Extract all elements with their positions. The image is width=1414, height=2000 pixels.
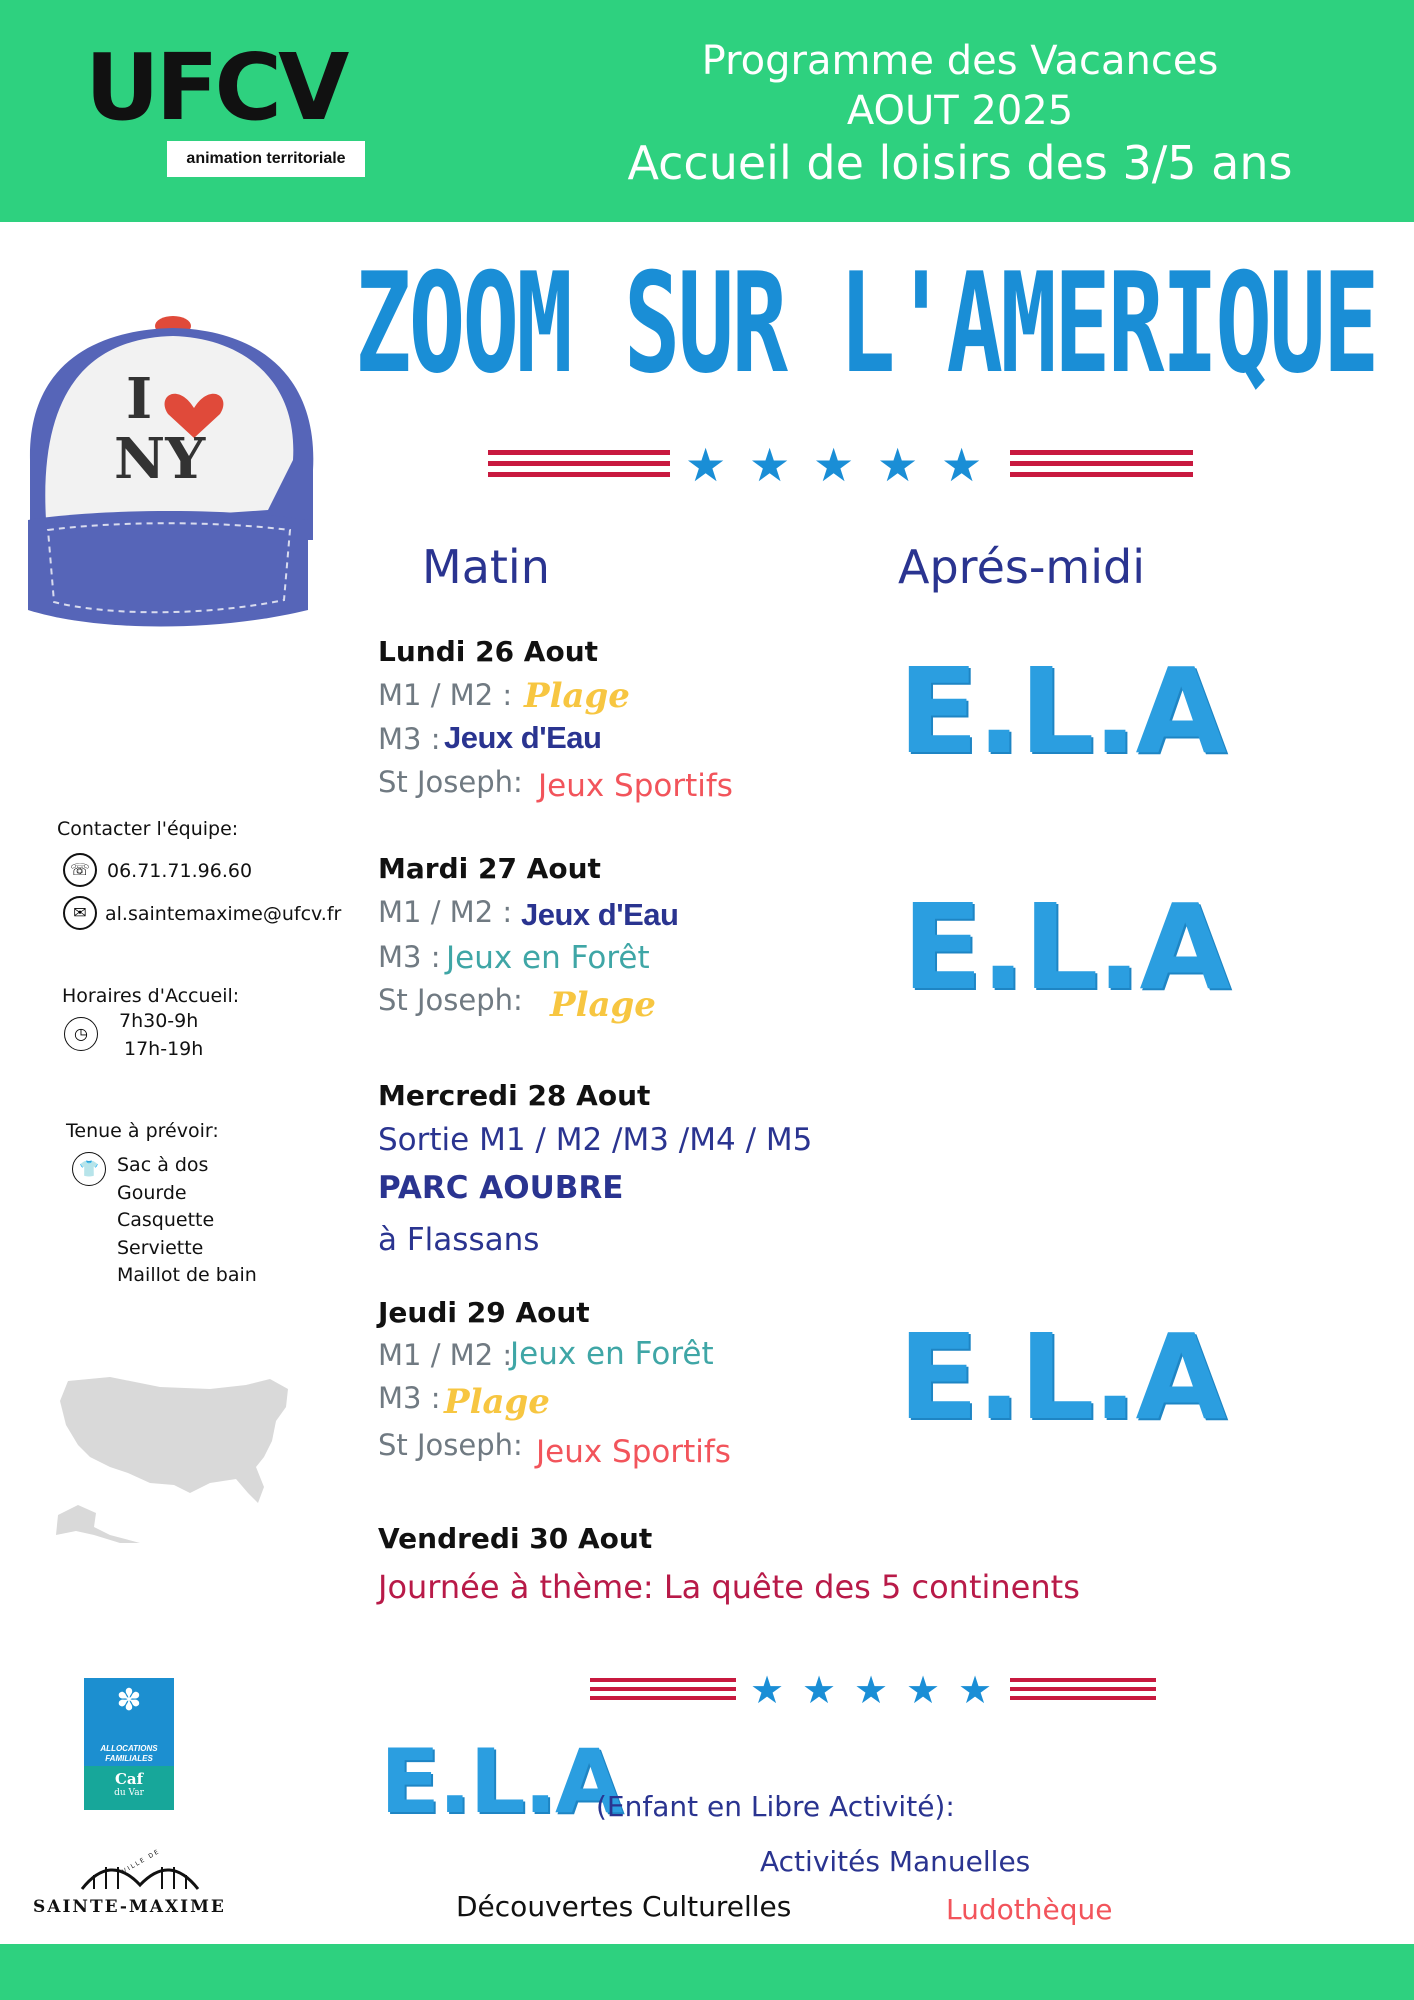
group-label: St Joseph:: [378, 983, 523, 1017]
caf-text: ALLOCATIONS FAMILIALES: [100, 1744, 158, 1763]
activity-plage: Plage: [444, 1382, 550, 1422]
outing-town: à Flassans: [378, 1222, 540, 1258]
ela-definition: (Enfant en Libre Activité):: [596, 1790, 955, 1823]
stripes-left-bottom: [590, 1678, 736, 1705]
ufcv-logo: UFCV: [85, 34, 346, 141]
group-label: M3 :: [378, 940, 441, 974]
outfit-item: Maillot de bain: [117, 1264, 257, 1286]
program-audience: Accueil de loisirs des 3/5 ans: [627, 136, 1293, 190]
star-icon: ★: [958, 1670, 993, 1712]
hours-title: Horaires d'Accueil:: [62, 985, 240, 1007]
star-icon: ★: [802, 1670, 837, 1712]
outfit-item: Casquette: [117, 1209, 215, 1231]
ela-activity-culturelles: Découvertes Culturelles: [456, 1890, 792, 1923]
activity-plage: Plage: [550, 985, 656, 1025]
group-label: M1 / M2 :: [378, 1338, 513, 1372]
day-wednesday: Mercredi 28 Aout: [378, 1079, 651, 1112]
morning-heading: Matin: [422, 540, 550, 594]
group-label: M1 / M2 :: [378, 895, 513, 929]
afternoon-heading: Aprés-midi: [898, 540, 1146, 594]
caf-logo: [84, 1678, 174, 1810]
stripes-left: [488, 450, 670, 483]
activity-jeux-foret: Jeux en Forêt: [446, 940, 650, 976]
usa-map-illustration: [50, 1375, 310, 1545]
stars-row-top: [685, 439, 1005, 492]
star-icon: ★: [750, 1670, 785, 1712]
caf-var: Caf du Var: [84, 1766, 174, 1810]
outfit-item: Gourde: [117, 1181, 187, 1204]
theme-day: Journée à thème: La quête des 5 continents: [378, 1568, 1080, 1606]
hours-evening: 17h-19h: [124, 1038, 204, 1060]
star-icon: ★: [941, 439, 983, 491]
clock-icon: ◷: [64, 1017, 98, 1051]
hours-morning: 7h30-9h: [119, 1010, 199, 1032]
contact-phone: 06.71.71.96.60: [107, 860, 253, 882]
ela-activity-manuelles: Activités Manuelles: [760, 1845, 1031, 1878]
day-monday: Lundi 26 Aout: [378, 635, 599, 668]
day-friday: Vendredi 30 Aout: [378, 1522, 653, 1555]
group-label: M1 / M2 :: [378, 678, 513, 712]
outfit-item: Sac à dos: [117, 1154, 209, 1176]
sainte-maxime-logo: SAINTE-MAXIME: [33, 1897, 226, 1917]
activity-jeux-sportifs: Jeux Sportifs: [538, 768, 733, 804]
contact-title: Contacter l'équipe:: [57, 818, 239, 840]
day-thursday: Jeudi 29 Aout: [378, 1296, 590, 1329]
ela-badge: E.L.A: [898, 1308, 1225, 1446]
outing-groups: Sortie M1 / M2 /M3 /M4 / M5: [378, 1122, 813, 1158]
main-title-block: [355, 243, 1377, 425]
ela-activity-ludotheque: Ludothèque: [946, 1893, 1113, 1926]
group-label: M3 :: [378, 722, 441, 756]
stripes-right-bottom: [1010, 1678, 1156, 1705]
footer-bar: [0, 1944, 1414, 2000]
activity-jeux-eau: Jeux d'Eau: [521, 897, 679, 932]
stars-row-bottom: [750, 1672, 1010, 1716]
outfit-list: [117, 1152, 257, 1290]
star-icon: ★: [854, 1670, 889, 1712]
outfit-item: Serviette: [117, 1236, 204, 1259]
star-icon: ★: [906, 1670, 941, 1712]
ny-cap-illustration: [18, 310, 318, 640]
activity-plage: Plage: [524, 676, 630, 716]
main-title: ZOOM SUR L'AMERIQUE: [355, 243, 1377, 404]
family-icon: ✽: [116, 1684, 142, 1717]
outing-place: PARC AOUBRE: [378, 1170, 624, 1206]
contact-email: al.saintemaxime@ufcv.fr: [105, 903, 342, 925]
ela-badge: E.L.A: [902, 878, 1229, 1016]
mail-icon: ✉: [63, 896, 97, 930]
star-icon: ★: [813, 439, 855, 491]
group-label: St Joseph:: [378, 765, 523, 799]
svg-text:NY: NY: [114, 426, 206, 492]
group-label: St Joseph:: [378, 1428, 523, 1462]
activity-jeux-foret: Jeux en Forêt: [510, 1336, 714, 1372]
ela-badge: E.L.A: [898, 642, 1225, 780]
activity-jeux-sportifs: Jeux Sportifs: [536, 1434, 731, 1470]
cap-i-text: I: [126, 366, 153, 432]
city-small-text: VILLE DE: [121, 1847, 162, 1876]
program-month: AOUT 2025: [846, 88, 1074, 134]
group-label: M3 :: [378, 1381, 441, 1415]
star-icon: ★: [877, 439, 919, 491]
day-tuesday: Mardi 27 Aout: [378, 852, 601, 885]
ela-legend-badge: E.L.A: [380, 1730, 622, 1833]
program-title: Programme des Vacances: [701, 38, 1219, 84]
stripes-right: [1010, 450, 1193, 483]
phone-icon: ☏: [63, 853, 97, 887]
logo-subtitle: animation territoriale: [167, 141, 365, 177]
activity-jeux-eau: Jeux d'Eau: [444, 720, 602, 755]
star-icon: ★: [685, 439, 727, 491]
outfit-title: Tenue à prévoir:: [66, 1120, 219, 1142]
shirt-icon: 👕: [72, 1152, 106, 1186]
star-icon: ★: [749, 439, 791, 491]
